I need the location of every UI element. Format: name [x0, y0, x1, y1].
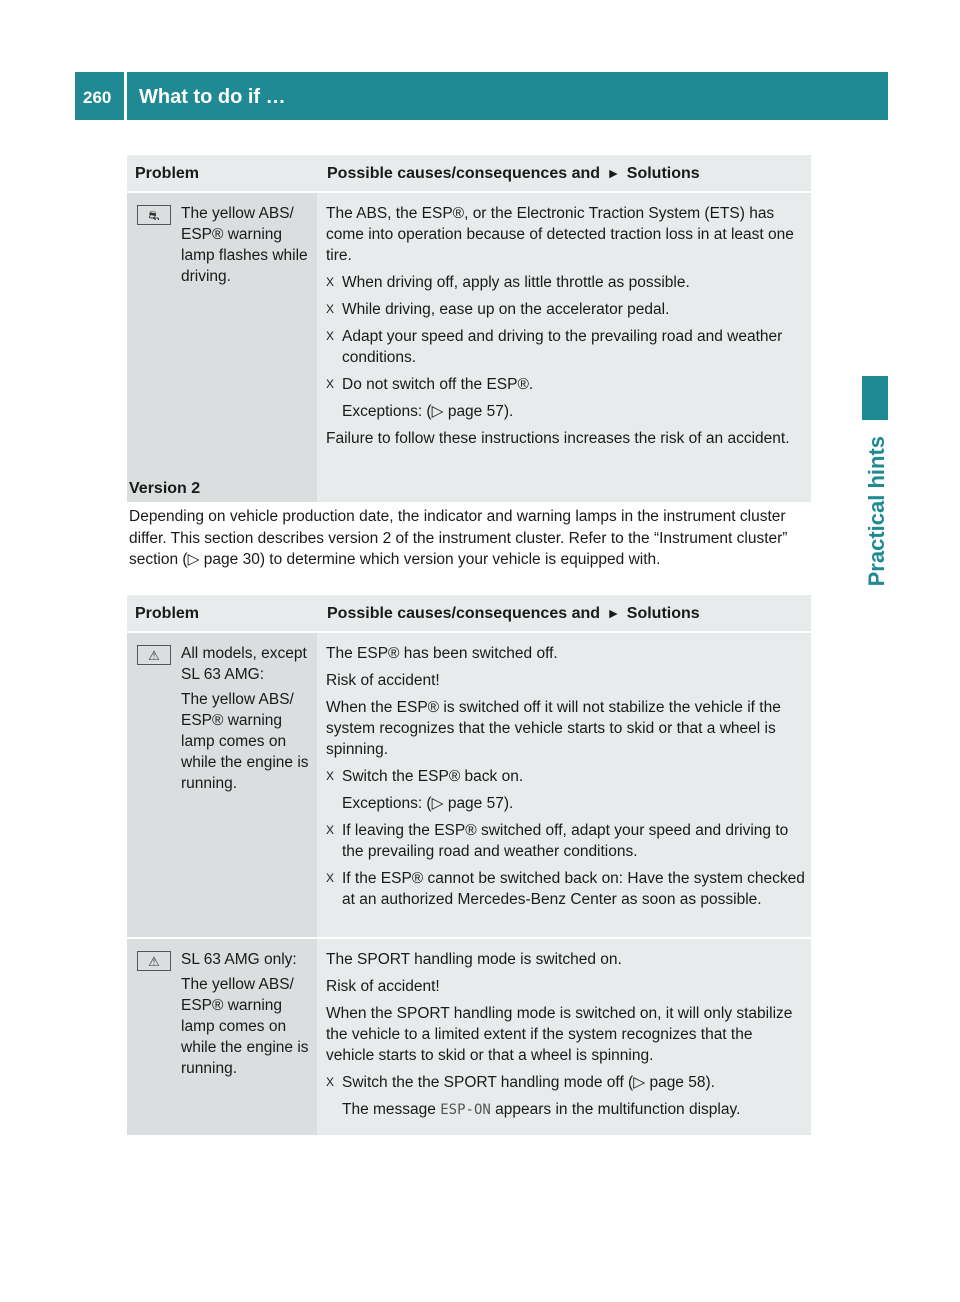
problem-table-1 — [127, 155, 811, 504]
header-divider — [124, 72, 127, 120]
step-text: If the ESP® cannot be switched back on: Have the system checked at an authorized Mercedes-Benz Center as soon as possible. — [342, 870, 805, 908]
table-row — [127, 193, 811, 504]
solutions-prefix: Possible causes/consequences and — [327, 604, 601, 622]
step-item — [326, 299, 805, 320]
step-marker-icon: X — [326, 823, 335, 837]
table-header-row — [127, 155, 811, 193]
cause-detail: When the SPORT handling mode is switched on, it will only stabilize the vehicle to a limited extent if the system recognizes that the vehicle starts to skid or that a wheel is spinning. — [326, 1005, 793, 1064]
step-item — [326, 272, 805, 293]
cause-text: The ABS, the ESP®, or the Electronic Traction System (ETS) has come into operation because of detected traction loss in at least one tire. — [326, 205, 794, 264]
page-title: What to do if … — [139, 86, 286, 108]
step-marker-icon: X — [326, 329, 335, 343]
step-item — [326, 766, 805, 787]
risk-text: Risk of accident! — [326, 978, 440, 995]
step-note: Exceptions: (▷ page 57). — [342, 403, 514, 420]
solution-cell — [317, 939, 811, 1137]
note-prefix: The message — [342, 1101, 436, 1118]
step-note — [326, 1099, 805, 1121]
step-item — [326, 868, 805, 910]
warning-triangle-icon: ⚠ — [137, 645, 171, 665]
solution-cell — [317, 633, 811, 939]
step-marker-icon: X — [326, 302, 335, 316]
table-row — [127, 939, 811, 1137]
step-text: When driving off, apply as little throttle as possible. — [342, 274, 690, 291]
problem-cell — [127, 193, 317, 504]
cause-text: The SPORT handling mode is switched on. — [326, 951, 622, 968]
solutions-suffix: Solutions — [626, 604, 700, 622]
step-note: Exceptions: (▷ page 57). — [342, 795, 514, 812]
step-text: Switch the the SPORT handling mode off (▷ page 58). — [342, 1074, 715, 1091]
problem-text-a: All models, except SL 63 AMG: — [181, 645, 307, 683]
problem-text-b: The yellow ABS/ ESP® warning lamp comes on while the engine is running. — [181, 691, 309, 792]
problem-text-b: The yellow ABS/ ESP® warning lamp comes on while the engine is running. — [181, 976, 309, 1077]
risk-text: Risk of accident! — [326, 672, 440, 689]
step-text: Switch the ESP® back on. — [342, 768, 524, 785]
step-marker-icon: X — [326, 377, 335, 391]
solutions-arrow-icon: ► — [606, 164, 621, 181]
problem-cell — [127, 939, 317, 1137]
skid-icon: ⛐ — [137, 205, 171, 225]
side-tab-block — [862, 376, 888, 420]
step-marker-icon: X — [326, 1075, 335, 1089]
page-number: 260 — [83, 88, 112, 107]
step-item — [326, 1072, 805, 1093]
section-paragraph: Depending on vehicle production date, the indicator and warning lamps in the instrument cluster differ. This section describes version 2 of the instrument cluster. Refer to the “Instrument cluster” section (▷ page 30) to determine which version your vehicle is equipped with. — [129, 508, 788, 568]
step-marker-icon: X — [326, 275, 335, 289]
problem-table-2 — [127, 595, 811, 1137]
problem-cell — [127, 633, 317, 939]
column-header-solutions — [317, 595, 811, 633]
side-label-text: Practical hints — [864, 436, 889, 587]
step-text: While driving, ease up on the accelerator pedal. — [342, 301, 670, 318]
warning-triangle-icon: ⚠ — [137, 951, 171, 971]
solutions-arrow-icon: ► — [606, 604, 621, 621]
cause-detail: When the ESP® is switched off it will not stabilize the vehicle if the system recognizes that the vehicle starts to skid or that a wheel is spinning. — [326, 699, 781, 758]
column-header-problem: Problem — [127, 155, 317, 193]
warning-text: Failure to follow these instructions increases the risk of an accident. — [326, 430, 790, 447]
step-marker-icon: X — [326, 871, 335, 885]
problem-text: The yellow ABS/ ESP® warning lamp flashes while driving. — [181, 205, 308, 285]
solution-cell — [317, 193, 811, 504]
table-row — [127, 633, 811, 939]
cause-text: The ESP® has been switched off. — [326, 645, 558, 662]
step-item — [326, 326, 805, 368]
table-header-row — [127, 595, 811, 633]
step-text: Do not switch off the ESP®. — [342, 376, 534, 393]
display-message-code: ESP-ON — [440, 1102, 491, 1118]
step-item — [326, 374, 805, 395]
note-suffix: appears in the multifunction display. — [495, 1101, 741, 1118]
step-marker-icon: X — [326, 769, 335, 783]
section-heading: Version 2 — [129, 480, 201, 497]
column-header-solutions — [317, 155, 811, 193]
column-header-problem: Problem — [127, 595, 317, 633]
step-item — [326, 820, 805, 862]
step-text: Adapt your speed and driving to the prevailing road and weather conditions. — [342, 328, 783, 366]
solutions-suffix: Solutions — [626, 164, 700, 182]
solutions-prefix: Possible causes/consequences and — [327, 164, 601, 182]
step-text: If leaving the ESP® switched off, adapt your speed and driving to the prevailing road and weather conditions. — [342, 822, 789, 860]
problem-text-a: SL 63 AMG only: — [181, 951, 297, 968]
